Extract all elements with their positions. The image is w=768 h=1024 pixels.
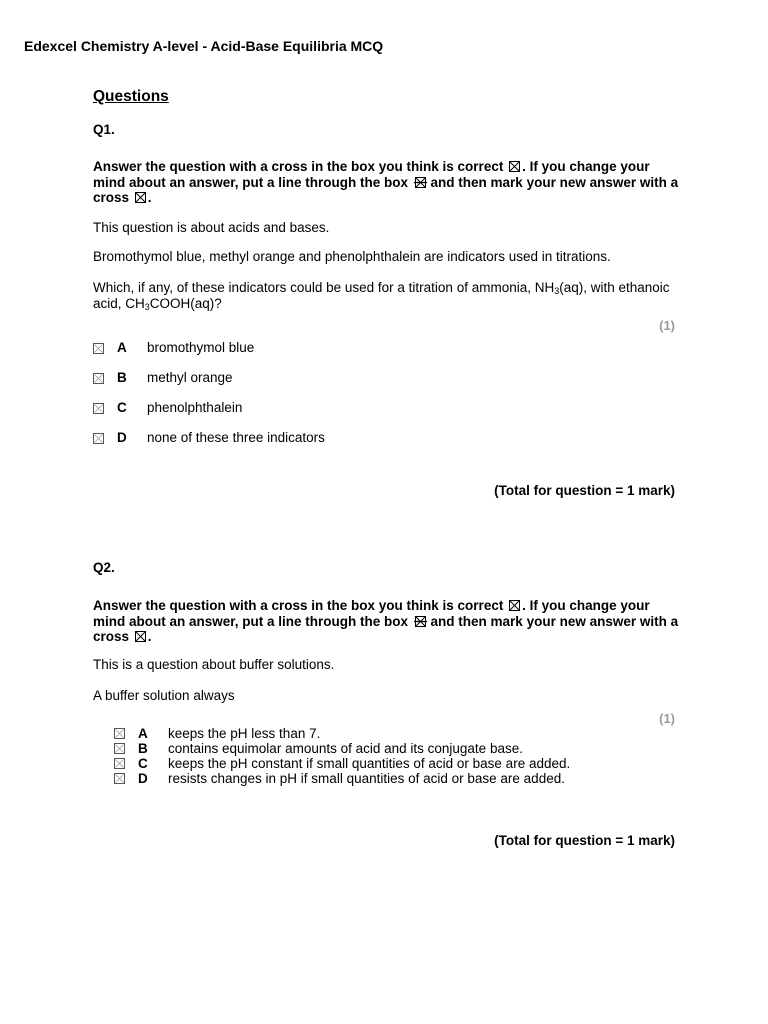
- cross-box-icon: [135, 631, 146, 642]
- option-letter: D: [117, 430, 127, 445]
- q1-question-mid: (aq), with ethanoic acid, CH: [93, 280, 670, 311]
- q1-question-sub2: 3: [144, 302, 150, 312]
- q2-marks: (1): [659, 711, 675, 726]
- option-letter: D: [138, 771, 148, 786]
- cross-box-icon: [509, 161, 520, 172]
- option-letter: A: [138, 726, 148, 741]
- q2-total: (Total for question = 1 mark): [494, 833, 675, 848]
- option-letter: C: [117, 400, 127, 415]
- option-text: methyl orange: [147, 370, 233, 385]
- option-text: bromothymol blue: [147, 340, 255, 355]
- instruction-part2: . If you change your mind about an answer, put a line through the box: [93, 598, 650, 629]
- struck-cross-box-icon: [414, 616, 425, 627]
- checkbox-icon[interactable]: [93, 432, 104, 443]
- option-text: keeps the pH constant if small quantities of acid or base are added.: [168, 756, 571, 771]
- checkbox-icon[interactable]: [114, 757, 125, 768]
- q2-stem: A buffer solution always: [93, 688, 235, 703]
- option-text: phenolphthalein: [147, 400, 243, 415]
- q2-intro: This is a question about buffer solutions.: [93, 657, 335, 672]
- q2-option-c[interactable]: [114, 756, 674, 771]
- q2-option-b[interactable]: [114, 741, 674, 756]
- option-letter: C: [138, 756, 148, 771]
- q1-marks: (1): [659, 318, 675, 333]
- option-letter: A: [117, 340, 127, 355]
- option-letter: B: [117, 370, 127, 385]
- instruction-part2: . If you change your mind about an answer, put a line through the box: [93, 159, 650, 190]
- instruction-part1: Answer the question with a cross in the box you think is correct: [93, 159, 504, 174]
- q1-question: [93, 280, 683, 312]
- instruction-part3: and then mark your new answer with a cross: [93, 613, 679, 644]
- document-title: Edexcel Chemistry A-level - Acid-Base Equilibria MCQ: [24, 38, 384, 54]
- q2-option-d[interactable]: [114, 771, 674, 786]
- checkbox-icon[interactable]: [114, 772, 125, 783]
- q1-context: Bromothymol blue, methyl orange and phenolphthalein are indicators used in titrations.: [93, 249, 611, 264]
- q1-instructions: [93, 159, 683, 206]
- q1-number: Q1.: [93, 122, 115, 137]
- checkbox-icon[interactable]: [114, 727, 125, 738]
- q1-question-post: COOH(aq)?: [149, 296, 222, 311]
- option-text: none of these three indicators: [147, 430, 325, 445]
- cross-box-icon: [135, 192, 146, 203]
- instruction-part3: and then mark your new answer with a cross: [93, 174, 679, 205]
- q2-option-a[interactable]: [114, 726, 674, 741]
- option-text: keeps the pH less than 7.: [168, 726, 321, 741]
- instruction-part4: .: [147, 190, 152, 205]
- q1-intro: This question is about acids and bases.: [93, 220, 330, 235]
- option-letter: B: [138, 741, 148, 756]
- cross-box-icon: [509, 600, 520, 611]
- option-text: contains equimolar amounts of acid and its conjugate base.: [168, 741, 523, 756]
- struck-cross-box-icon: [414, 177, 425, 188]
- q1-option-a[interactable]: [93, 340, 593, 356]
- option-text: resists changes in pH if small quantities of acid or base are added.: [168, 771, 565, 786]
- checkbox-icon[interactable]: [114, 742, 125, 753]
- q1-option-b[interactable]: [93, 370, 593, 386]
- checkbox-icon[interactable]: [93, 342, 104, 353]
- checkbox-icon[interactable]: [93, 372, 104, 383]
- section-title: Questions: [93, 88, 169, 105]
- q1-option-c[interactable]: [93, 400, 593, 416]
- q1-question-pre: Which, if any, of these indicators could be used for a titration of ammonia, NH: [93, 280, 555, 295]
- q2-instructions: [93, 598, 683, 645]
- checkbox-icon[interactable]: [93, 402, 104, 413]
- q1-question-sub1: 3: [554, 286, 560, 296]
- q1-option-d[interactable]: [93, 430, 593, 446]
- q1-total: (Total for question = 1 mark): [494, 483, 675, 498]
- q2-number: Q2.: [93, 560, 115, 575]
- instruction-part1: Answer the question with a cross in the box you think is correct: [93, 598, 504, 613]
- instruction-part4: .: [147, 629, 152, 644]
